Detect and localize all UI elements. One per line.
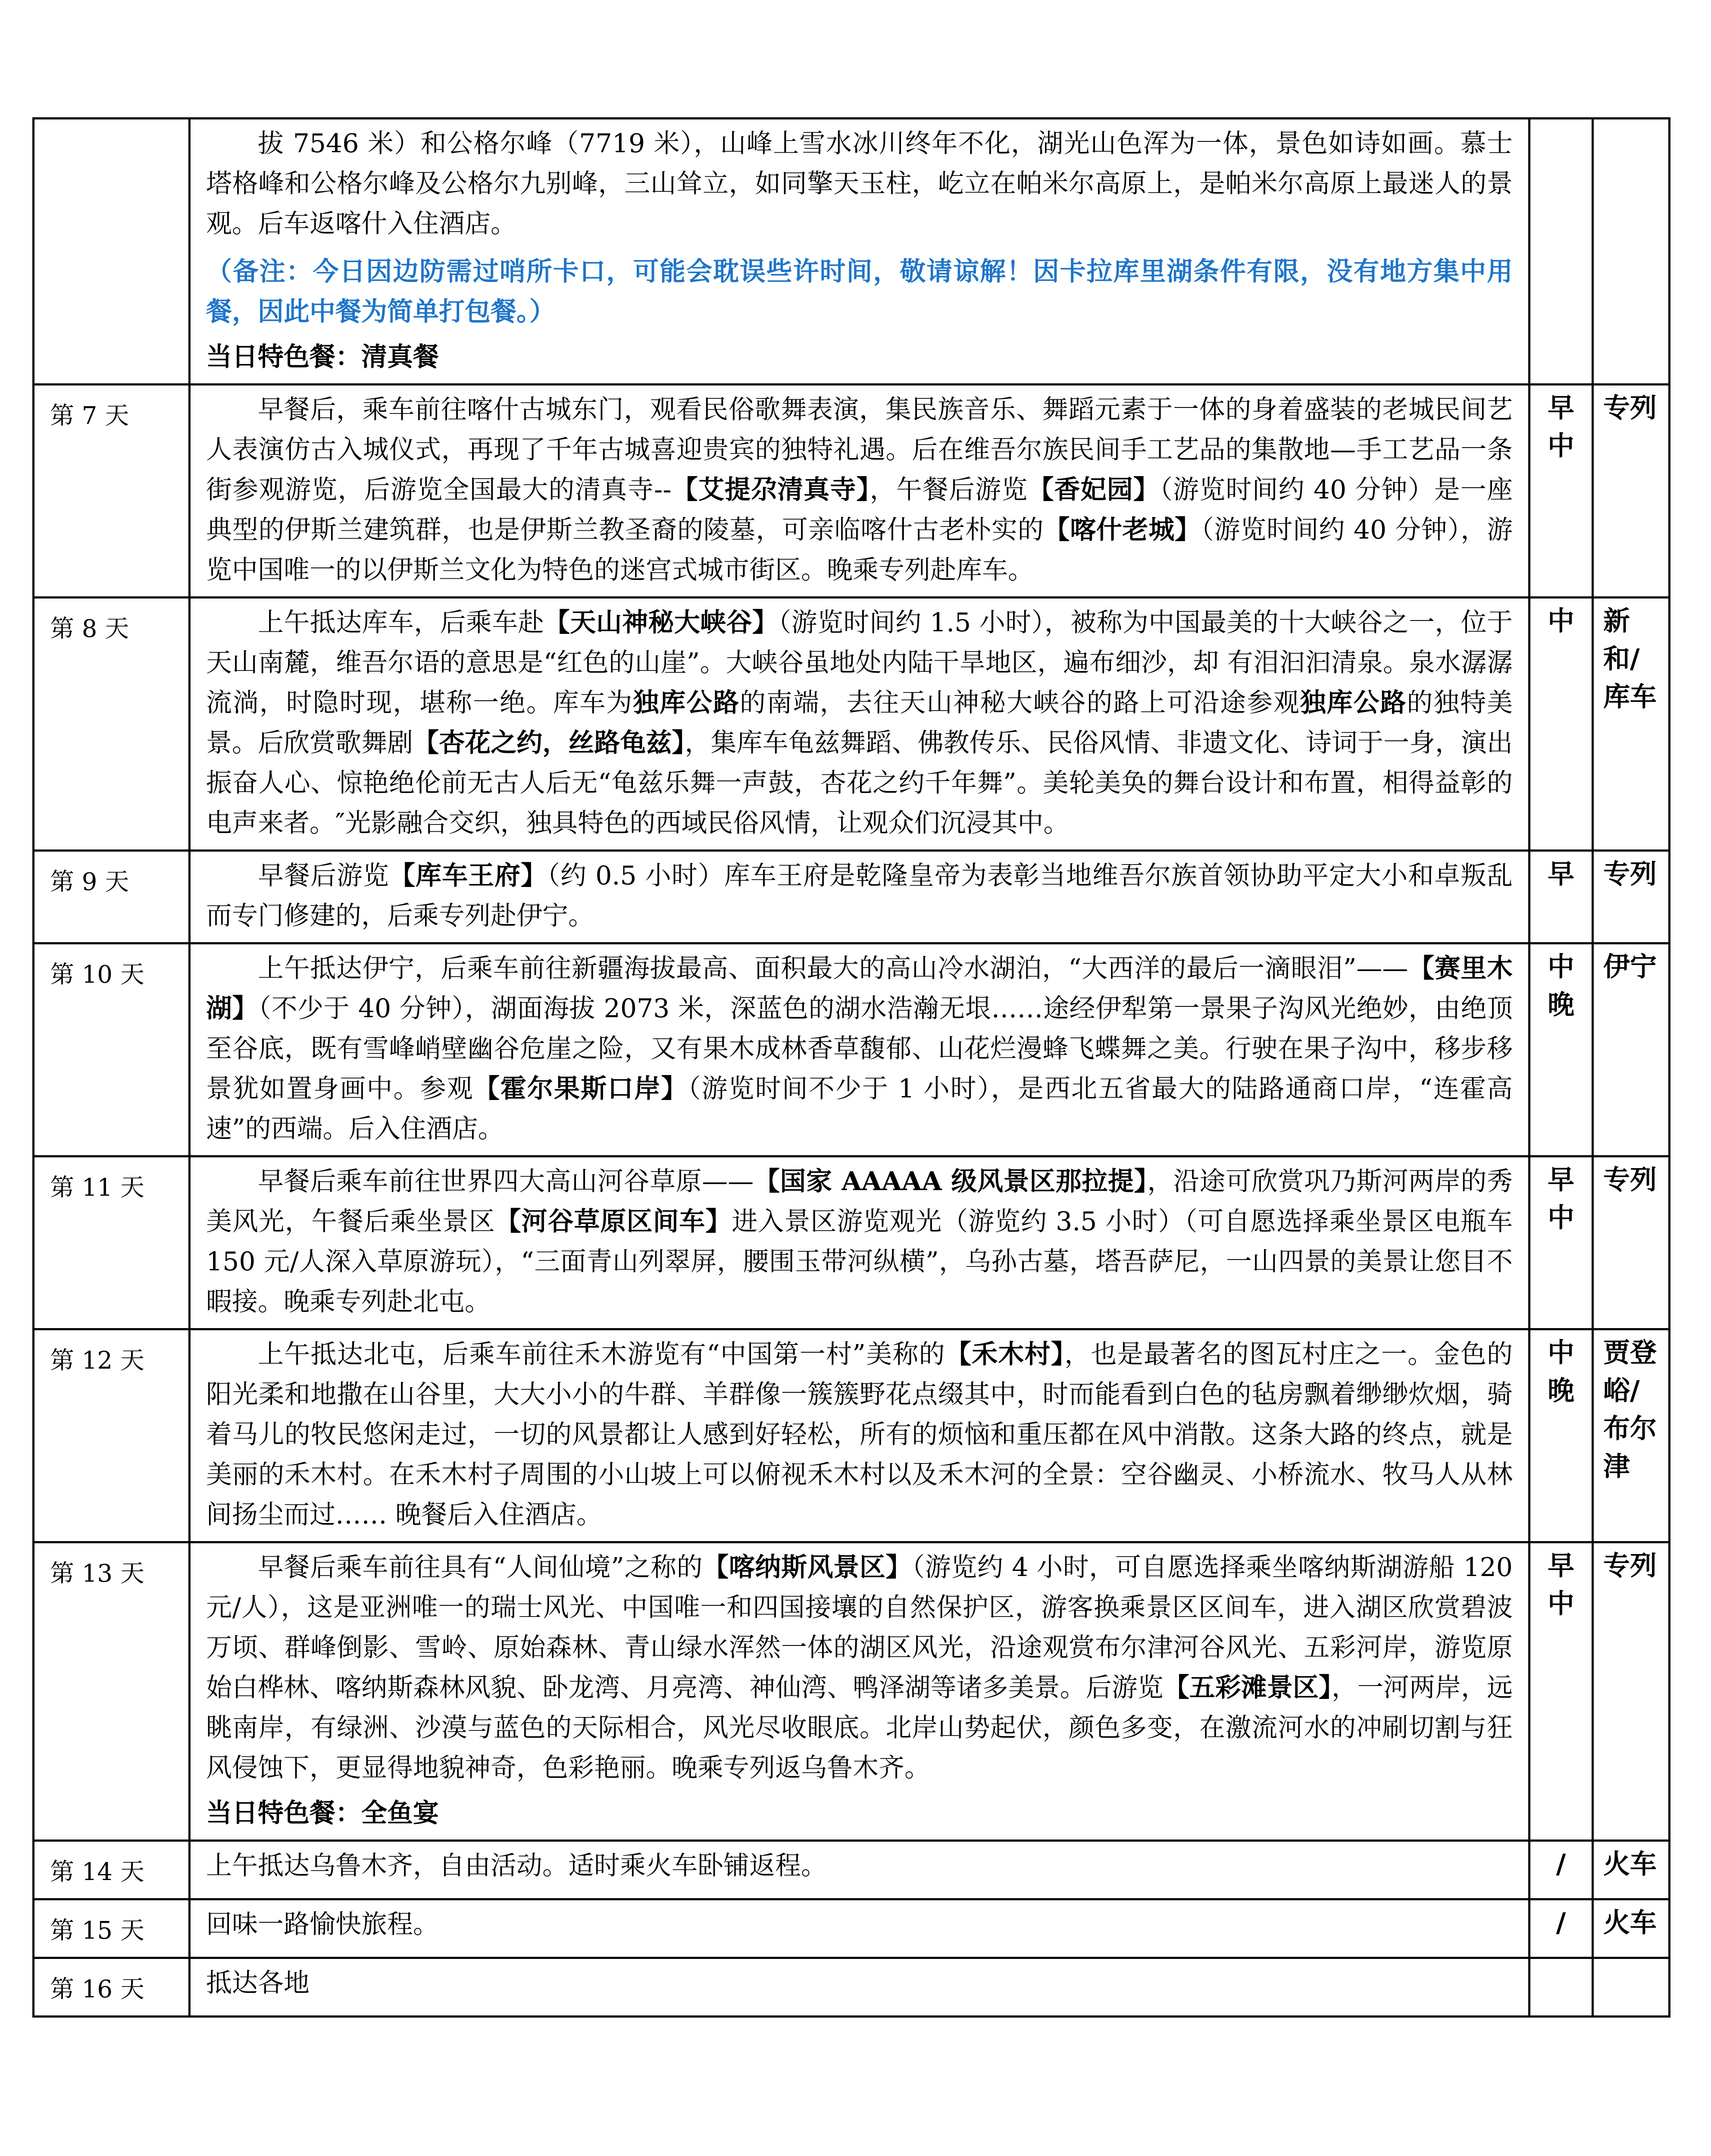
description-text: ，沿途可欣赏巩乃斯河两岸的秀美风光，午餐后乘坐景区 <box>206 1166 1513 1237</box>
attraction-name: 【喀什老城】 <box>1044 515 1201 545</box>
meals-cell <box>1530 1841 1593 1899</box>
attraction-name: 【国家 AAAAA 级风景区那拉提】 <box>754 1166 1148 1197</box>
description-paragraph <box>206 124 1513 244</box>
meals-cell <box>1530 119 1593 385</box>
description-text: ，集库车龟兹舞蹈、佛教传乐、民俗风情、非遗文化、诗词于一身，演出振奋人心、惊艳绝伦前无古人后无“龟兹乐舞一声鼓，杏花之约千年舞”。美轮美奂的舞台设计和布置，相得益彰的电声来者。″光影融合交织，独具特色的西域民俗风情，让观众们沉浸其中。 <box>206 728 1513 838</box>
description-text: （约 0.5 小时）库车王府是乾隆皇帝为表彰当地维吾尔族首领协助平定大小和卓叛乱而专门修建的，后乘专列赴伊宁。 <box>206 861 1513 931</box>
description-text: （不少于 40 分钟），湖面海拔 2073 米，深蓝色的湖水浩瀚无垠……途经伊犁第一景果子沟风光绝妙，由绝顶至谷底，既有雪峰峭壁幽谷危崖之险，又有果木成林香草馥郁、山花烂漫蜂飞蝶舞之美。行驶在果子沟中，移步移景犹如置身画中。参观 <box>206 993 1513 1104</box>
accommodation-cell: 专列 <box>1593 1156 1670 1329</box>
attraction-name: 【喀纳斯风景区】 <box>703 1552 912 1583</box>
attraction-name: 【库车王府】 <box>389 861 547 891</box>
meal-item: 早 <box>1547 858 1574 890</box>
accommodation-cell: 伊宁 <box>1593 943 1670 1156</box>
meals-cell <box>1530 385 1593 598</box>
meals-cell <box>1530 1156 1593 1329</box>
day-description <box>190 1156 1530 1329</box>
day-description <box>190 1841 1530 1899</box>
special-meal: 当日特色餐：清真餐 <box>206 342 439 372</box>
day-label: 第 8 天 <box>34 598 190 851</box>
attraction-name: 独库公路 <box>633 688 740 718</box>
itinerary-row <box>34 1841 1670 1899</box>
description-paragraph <box>206 1905 1513 1945</box>
day-label: 第 9 天 <box>34 851 190 943</box>
description-text: ，一河两岸，远眺南岸，有绿洲、沙漠与蓝色的天际相合，风光尽收眼底。北岸山势起伏，颜色多变，在激流河水的冲刷切割与狂风侵蚀下，更显得地貌神奇，色彩艳丽。晚乘专列返乌鲁木齐。 <box>206 1673 1513 1783</box>
day-label: 第 13 天 <box>34 1542 190 1841</box>
attraction-name: 【香妃园】 <box>1028 475 1160 505</box>
meal-item: / <box>1556 1907 1566 1938</box>
meals-cell <box>1530 598 1593 851</box>
day-label: 第 14 天 <box>34 1841 190 1899</box>
meal-item: 中 <box>1547 951 1574 982</box>
description-text: 早餐后游览 <box>258 861 390 891</box>
itinerary-table <box>32 117 1670 2018</box>
itinerary-row <box>34 1542 1670 1841</box>
description-paragraph <box>206 856 1513 936</box>
description-text: 早餐后乘车前往具有“人间仙境”之称的 <box>258 1552 703 1583</box>
accommodation-cell: 火车 <box>1593 1899 1670 1958</box>
description-paragraph <box>206 1548 1513 1788</box>
attraction-name: 【赛里木湖】 <box>206 953 1513 1024</box>
day-label: 第 12 天 <box>34 1329 190 1542</box>
day-description <box>190 598 1530 851</box>
description-paragraph <box>206 390 1513 590</box>
accommodation-cell: 专列 <box>1593 385 1670 598</box>
day-description <box>190 1958 1530 2017</box>
itinerary-row <box>34 1156 1670 1329</box>
itinerary-row <box>34 1899 1670 1958</box>
accommodation-cell: 新和/库车 <box>1593 598 1670 851</box>
meal-item: 中 <box>1547 430 1574 461</box>
description-text: 抵达各地 <box>206 1968 310 1998</box>
meal-item: 中 <box>1547 605 1574 636</box>
day-description <box>190 1329 1530 1542</box>
day-label: 第 11 天 <box>34 1156 190 1329</box>
day-note: （备注：今日因边防需过哨所卡口，可能会耽误些许时间，敬请谅解！因卡拉库里湖条件有限，没有地方集中用餐，因此中餐为简单打包餐。） <box>206 257 1513 327</box>
meals-cell <box>1530 851 1593 943</box>
accommodation-cell: 火车 <box>1593 1841 1670 1899</box>
description-paragraph <box>206 1335 1513 1535</box>
meals-cell <box>1530 1899 1593 1958</box>
itinerary-row <box>34 1329 1670 1542</box>
description-text: ，也是最著名的图瓦村庄之一。金色的阳光柔和地撒在山谷里，大大小小的牛群、羊群像一簇簇野花点缀其中，时而能看到白色的毡房飘着缈缈炊烟，骑着马儿的牧民悠闲走过，一切的风景都让人感到好轻松，所有的烦恼和重压都在风中消散。这条大路的终点，就是美丽的禾木村。在禾木村子周围的小山坡上可以俯视禾木村以及禾木河的全景：空谷幽灵、小桥流水、牧马人从林间扬尘而过…… 晚餐后入住酒店。 <box>206 1339 1513 1530</box>
meals-cell <box>1530 1542 1593 1841</box>
meal-item: 中 <box>1547 1588 1574 1619</box>
description-text: （游览时间约 40 分钟）是一座典型的伊斯兰建筑群，也是伊斯兰教圣裔的陵墓，可亲临喀什古老朴实的 <box>206 475 1513 545</box>
day-description <box>190 1899 1530 1958</box>
description-text: 上午抵达库车，后乘车赴 <box>258 608 544 638</box>
description-paragraph <box>206 1963 1513 2003</box>
meal-item: 早 <box>1547 392 1574 423</box>
meal-item: 晚 <box>1547 989 1574 1020</box>
description-text: 早餐后乘车前往世界四大高山河谷草原—— <box>258 1166 754 1197</box>
description-paragraph <box>206 1162 1513 1322</box>
accommodation-cell: 专列 <box>1593 1542 1670 1841</box>
description-text: 进入景区游览观光（游览约 3.5 小时）（可自愿选择乘坐景区电瓶车 150 元/人深入草原游玩），“三面青山列翠屏，腰围玉带河纵横”，乌孙古墓，塔吾萨尼，一山四景的美景让您目不暇接。晚乘专列赴北屯。 <box>206 1206 1513 1317</box>
accommodation-cell: 贾登峪/布尔津 <box>1593 1329 1670 1542</box>
accommodation-cell <box>1593 1958 1670 2017</box>
itinerary-row <box>34 1958 1670 2017</box>
day-description <box>190 119 1530 385</box>
day-label: 第 16 天 <box>34 1958 190 2017</box>
meal-item: 早 <box>1547 1550 1574 1581</box>
description-paragraph <box>206 1846 1513 1886</box>
description-text: 的南端，去往天山神秘大峡谷的路上可沿途参观 <box>739 688 1300 718</box>
description-text: ，午餐后游览 <box>870 475 1028 505</box>
meal-item: 晚 <box>1547 1375 1574 1406</box>
meal-item: 早 <box>1547 1164 1574 1195</box>
attraction-name: 独库公路 <box>1300 688 1407 718</box>
accommodation-cell <box>1593 119 1670 385</box>
day-label <box>34 119 190 385</box>
description-text: 上午抵达伊宁，后乘车前往新疆海拔最高、面积最大的高山冷水湖泊，“大西洋的最后一滴眼泪”—— <box>258 953 1408 984</box>
description-text: 拔 7546 米）和公格尔峰（7719 米），山峰上雪水冰川终年不化，湖光山色浑为一体，景色如诗如画。慕士塔格峰和公格尔峰及公格尔九别峰，三山耸立，如同擎天玉柱，屹立在帕米尔高原上，是帕米尔高原上最迷人的景观。后车返喀什入住酒店。 <box>206 128 1513 239</box>
attraction-name: 【杏花之约，丝路龟兹】 <box>413 728 685 758</box>
day-label: 第 7 天 <box>34 385 190 598</box>
description-text: （游览时间约 1.5 小时），被称为中国最美的十大峡谷之一，位于天山南麓，维吾尔语的意思是“红色的山崖”。大峡谷虽地处内陆干旱地区，遍布细沙，却 有泪汩汩清泉。泉水潺潺流淌，时隐时现，堪称一绝。库车为 <box>206 608 1513 718</box>
description-text: （游览时间约 40 分钟），游览中国唯一的以伊斯兰文化为特色的迷宫式城市街区。晚乘专列赴库车。 <box>206 515 1513 585</box>
meals-cell <box>1530 943 1593 1156</box>
description-text: 上午抵达北屯，后乘车前往禾木游览有“中国第一村”美称的 <box>258 1339 945 1369</box>
itinerary-row <box>34 851 1670 943</box>
attraction-name: 【艾提尕清真寺】 <box>671 475 870 505</box>
day-description <box>190 851 1530 943</box>
description-text: 的独特美景。后欣赏歌舞剧 <box>206 688 1513 758</box>
itinerary-row <box>34 385 1670 598</box>
itinerary-row <box>34 943 1670 1156</box>
meal-item: / <box>1556 1848 1566 1880</box>
description-paragraph <box>206 949 1513 1149</box>
attraction-name: 【天山神秘大峡谷】 <box>544 608 779 638</box>
day-label: 第 10 天 <box>34 943 190 1156</box>
day-description <box>190 943 1530 1156</box>
meals-cell <box>1530 1958 1593 2017</box>
attraction-name: 【禾木村】 <box>945 1339 1065 1369</box>
accommodation-cell: 专列 <box>1593 851 1670 943</box>
itinerary-row <box>34 598 1670 851</box>
meal-item: 中 <box>1547 1202 1574 1233</box>
description-paragraph <box>206 603 1513 843</box>
description-text: 上午抵达乌鲁木齐，自由活动。适时乘火车卧铺返程。 <box>206 1851 827 1881</box>
day-label: 第 15 天 <box>34 1899 190 1958</box>
description-text: 回味一路愉快旅程。 <box>206 1909 439 1940</box>
attraction-name: 【五彩滩景区】 <box>1163 1673 1332 1703</box>
attraction-name: 【河谷草原区间车】 <box>495 1206 732 1237</box>
meal-item: 中 <box>1547 1337 1574 1368</box>
day-description <box>190 1542 1530 1841</box>
description-text: （游览时间不少于 1 小时），是西北五省最大的陆路通商口岸，“连霍高速”的西端。后入住酒店。 <box>206 1074 1513 1144</box>
description-text: 早餐后，乘车前往喀什古城东门，观看民俗歌舞表演，集民族音乐、舞蹈元素于一体的身着盛装的老城民间艺人表演仿古入城仪式，再现了千年古城喜迎贵宾的独特礼遇。后在维吾尔族民间手工艺品的集散地—手工艺品一条街参观游览，后游览全国最大的清真寺-- <box>206 395 1513 505</box>
special-meal: 当日特色餐：全鱼宴 <box>206 1798 439 1828</box>
attraction-name: 【霍尔果斯口岸】 <box>473 1074 688 1104</box>
meals-cell <box>1530 1329 1593 1542</box>
description-text: （游览约 4 小时，可自愿选择乘坐喀纳斯湖游船 120 元/人），这是亚洲唯一的瑞士风光、中国唯一和四国接壤的自然保护区，游客换乘景区区间车，进入湖区欣赏碧波万顷、群峰倒影、雪岭、原始森林、青山绿水浑然一体的湖区风光，沿途观赏布尔津河谷风光、五彩河岸，游览原始白桦林、喀纳斯森林风貌、卧龙湾、月亮湾、神仙湾、鸭泽湖等诸多美景。后游览 <box>206 1552 1513 1703</box>
itinerary-body <box>34 119 1670 2017</box>
itinerary-row <box>34 119 1670 385</box>
day-description <box>190 385 1530 598</box>
